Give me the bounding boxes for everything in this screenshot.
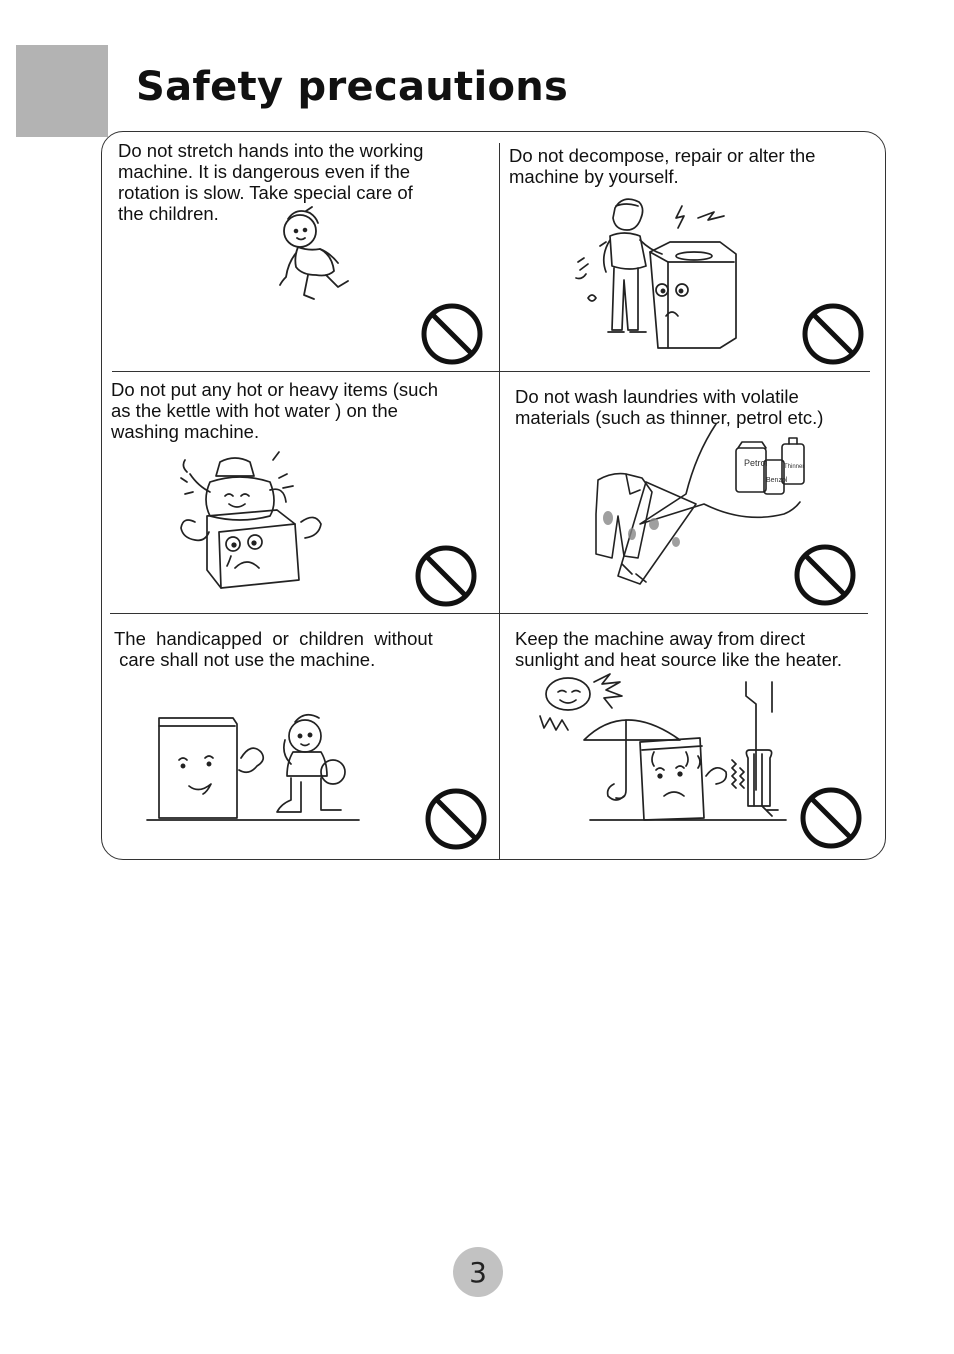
thinner-label: Thinner — [784, 464, 805, 470]
precaution-text-2: Do not decompose, repair or alter the machine by yourself. — [509, 145, 816, 187]
page-title: Safety precautions — [136, 64, 569, 110]
volatile-laundry-illustration — [586, 424, 811, 594]
sun-and-heater-illustration — [530, 672, 790, 827]
page-number: 3 — [469, 1255, 487, 1289]
benzol-label: Benzol — [766, 477, 788, 484]
prohibition-icon — [414, 544, 478, 608]
prohibition-icon — [799, 786, 863, 850]
prohibition-icon — [420, 302, 484, 366]
precaution-text-3: Do not put any hot or heavy items (such as the kettle with hot water ) on the washing machine. — [111, 379, 439, 442]
row-divider-2 — [110, 613, 868, 614]
page-number-badge — [453, 1247, 503, 1297]
kettle-on-machine-illustration — [175, 452, 340, 592]
child-running-illustration — [270, 205, 360, 305]
precaution-text-5: The handicapped or children without care shall not use the machine. — [114, 628, 433, 670]
precaution-text-4: Do not wash laundries with volatile materials (such as thinner, petrol etc.) — [515, 386, 824, 428]
child-and-machine-illustration — [145, 708, 360, 826]
petrol-label: Petrol — [744, 458, 768, 468]
chapter-tab-block — [16, 45, 108, 137]
prohibition-icon — [801, 302, 865, 366]
prohibition-icon — [793, 543, 857, 607]
vertical-divider — [499, 143, 500, 860]
row-divider-1 — [112, 371, 870, 372]
precaution-text-1: Do not stretch hands into the working machine. It is dangerous even if the rotation is slow. Take special care of the children. — [118, 140, 424, 224]
man-repairing-machine-illustration — [570, 188, 745, 363]
prohibition-icon — [424, 787, 488, 851]
precaution-text-6: Keep the machine away from direct sunlight and heat source like the heater. — [515, 628, 843, 670]
